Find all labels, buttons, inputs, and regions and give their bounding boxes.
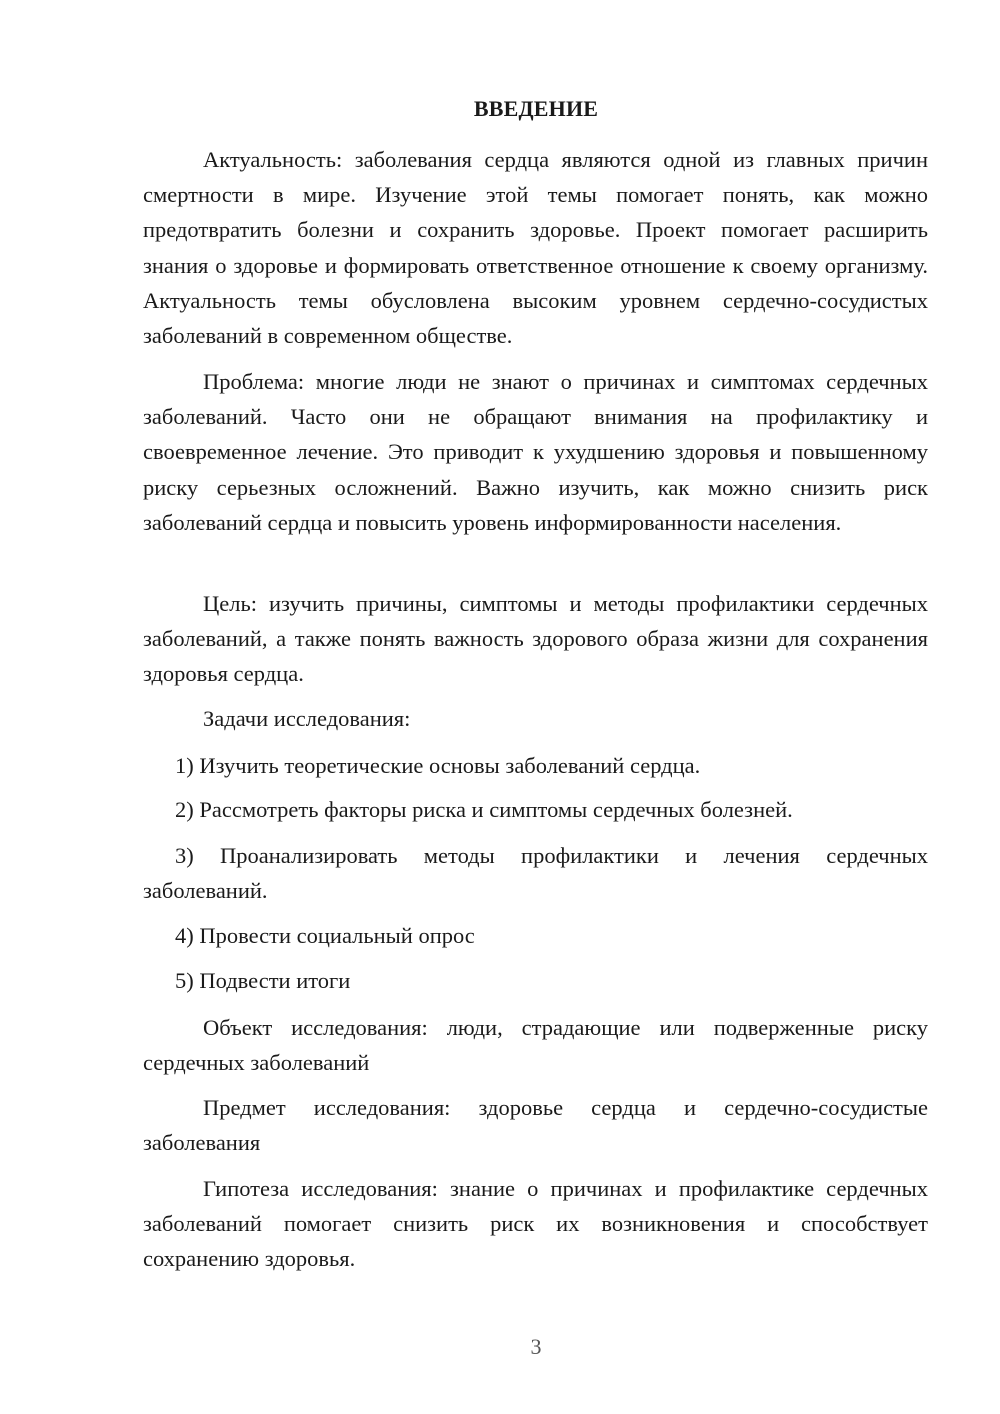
task-item-2: 2) Рассмотреть факторы риска и симптомы сердечных болезней. — [175, 797, 793, 822]
task-item-3: 3) Проанализировать методы профилактики и лечения сердечных заболеваний. — [143, 843, 928, 904]
page-number: 3 — [530, 1334, 542, 1359]
task-item-1: 1) Изучить теоретические основы заболеваний сердца. — [175, 753, 701, 778]
paragraph-object: Объект исследования: люди, страдающие или подверженные риску сердечных заболеваний — [143, 1015, 928, 1076]
paragraph-subject: Предмет исследования: здоровье сердца и сердечно-сосудистые заболевания — [143, 1095, 928, 1156]
task-item-4: 4) Провести социальный опрос — [175, 923, 475, 948]
paragraph-relevance: Актуальность: заболевания сердца являются одной из главных причин смертности в мире. Изучение этой темы помогает понять, как можно предотвратить болезни и сохранить здоровье. Проект помогает расширить знания о здоровье и формировать ответственное отношение к своему организму. Актуальность темы обусловлена высоким уровнем сердечно-сосудистых заболеваний в современном обществе. — [143, 147, 928, 349]
paragraph-hypothesis: Гипотеза исследования: знание о причинах и профилактике сердечных заболеваний помогает снизить риск их возникновения и способствует сохранению здоровья. — [143, 1176, 928, 1272]
paragraph-tasks-intro: Задачи исследования: — [203, 706, 411, 731]
paragraph-problem: Проблема: многие люди не знают о причинах и симптомах сердечных заболеваний. Часто они не обращают внимания на профилактику и своевременное лечение. Это приводит к ухудшению здоровья и повышенному риску серьезных осложнений. Важно изучить, как можно снизить риск заболеваний сердца и повысить уровень информированности населения. — [143, 369, 928, 535]
paragraph-goal: Цель: изучить причины, симптомы и методы профилактики сердечных заболеваний, а также понять важность здорового образа жизни для сохранения здоровья сердца. — [143, 591, 928, 687]
section-heading: ВВЕДЕНИЕ — [473, 96, 599, 121]
task-item-5: 5) Подвести итоги — [175, 968, 351, 993]
